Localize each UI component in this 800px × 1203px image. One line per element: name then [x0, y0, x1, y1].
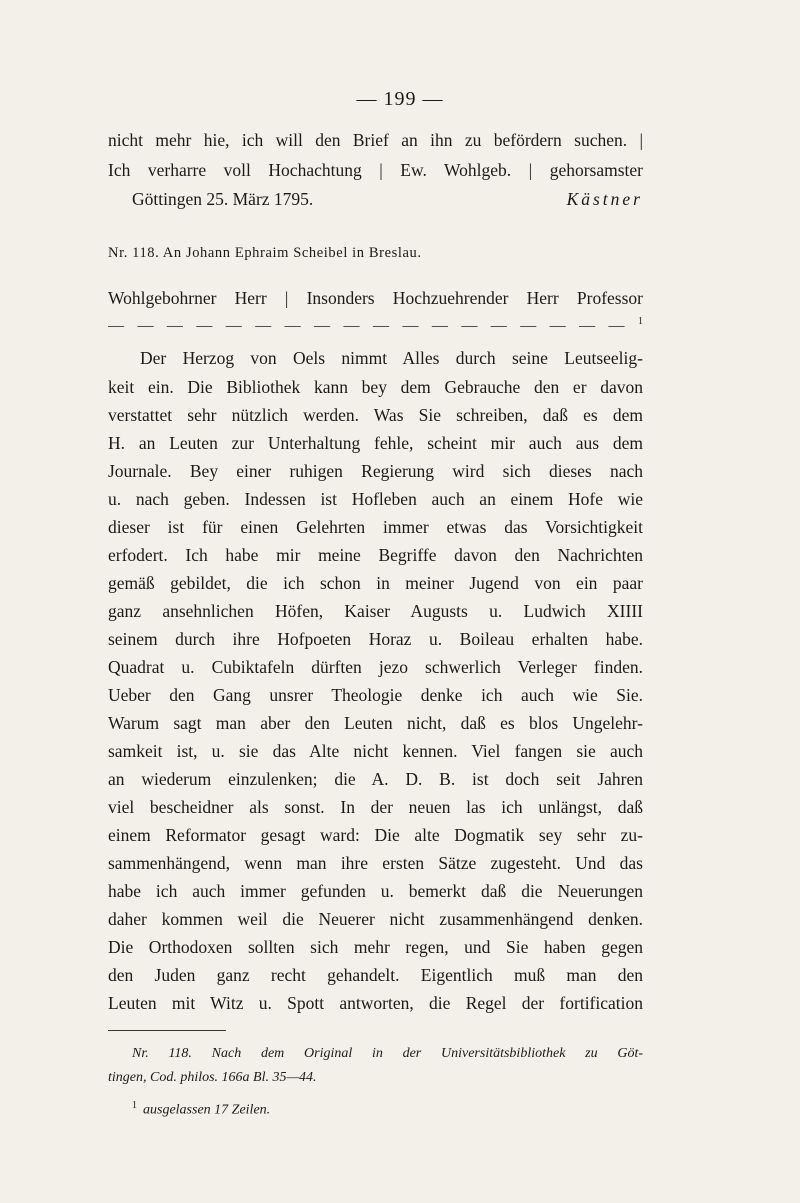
dash-row: — — — — — — — — — — — — — — — — — —	[108, 317, 625, 335]
body-line: Die Orthodoxen sollten sich mehr regen, und Sie haben gegen	[108, 937, 643, 957]
body-line: Der Herzog von Oels nimmt Alles durch seine Leutseelig-	[140, 348, 643, 368]
body-line: ganz ansehnlichen Höfen, Kaiser Augusts u. Ludwich XIIII	[108, 601, 643, 621]
footnote-source-line: Nr. 118. Nach dem Original in der Universitätsbibliothek zu Göt-	[132, 1046, 643, 1061]
body-line: einem Reformator gesagt ward: Die alte Dogmatik sey sehr zu-	[108, 825, 643, 845]
body-line: u. nach geben. Indessen ist Hofleben auch an einem Hofe wie	[108, 489, 643, 509]
body-line: sammenhängend, wenn man ihre ersten Sätze zugesteht. Und das	[108, 853, 643, 873]
body-line: verstattet sehr nützlich werden. Was Sie schreiben, daß es dem	[108, 405, 643, 425]
body-line: Leuten mit Witz u. Spott antworten, die Regel der fortification	[108, 993, 643, 1013]
body-line: viel bescheidner als sonst. In der neuen las ich unlängst, daß	[108, 797, 643, 817]
body-line: Quadrat u. Cubiktafeln dürften jezo schwerlich Verleger finden.	[108, 657, 643, 677]
footnote-1	[132, 1100, 667, 1119]
footnote-source-line: tingen, Cod. philos. 166a Bl. 35—44.	[108, 1070, 317, 1085]
omission-dashes	[108, 316, 643, 335]
footnote-marker: 1	[638, 316, 643, 327]
footnote-1-marker: 1	[132, 1100, 137, 1111]
text-line: nicht mehr hie, ich will den Brief an ihn zu befördern suchen. |	[108, 130, 643, 150]
signature: Kästner	[566, 189, 643, 209]
footnote-1-text: ausgelassen 17 Zeilen.	[143, 1102, 271, 1118]
body-line: habe ich auch immer gefunden u. bemerkt daß die Neuerungen	[108, 881, 643, 901]
body-line: Warum sagt man aber den Leuten nicht, daß es blos Ungelehr-	[108, 713, 643, 733]
body-line: samkeit ist, u. sie das Alte nicht kennen. Viel fangen sie auch	[108, 741, 643, 761]
footnote-rule	[108, 1030, 226, 1031]
body-line: dieser ist für einen Gelehrten immer etwas das Vorsichtigkeit	[108, 517, 643, 537]
body-line: den Juden ganz recht gehandelt. Eigentlich muß man den	[108, 965, 643, 985]
text-line: Ich verharre voll Hochachtung | Ew. Wohlgeb. | gehorsamster	[108, 160, 643, 180]
body-line: keit ein. Die Bibliothek kann bey dem Gebrauche den er davon	[108, 377, 643, 397]
body-line: seinem durch ihre Hofpoeten Horaz u. Boileau erhalten habe.	[108, 629, 643, 649]
page-number: — 199 —	[356, 88, 444, 110]
letter-heading: Nr. 118. An Johann Ephraim Scheibel in Breslau.	[108, 245, 422, 261]
body-line: Journale. Bey einer ruhigen Regierung wird sich dieses nach	[108, 461, 643, 481]
body-line: an wiederum einzulenken; die A. D. B. ist doch seit Jahren	[108, 769, 643, 789]
salutation: Wohlgebohrner Herr | Insonders Hochzuehrender Herr Professor	[108, 288, 643, 308]
body-line: gemäß gebildet, die ich schon in meiner Jugend von ein paar	[108, 573, 643, 593]
body-line: H. an Leuten zur Unterhaltung fehle, scheint mir auch aus dem	[108, 433, 643, 453]
closing-line	[132, 189, 643, 210]
body-line: Ueber den Gang unsrer Theologie denke ich auch wie Sie.	[108, 685, 643, 705]
body-line: erfodert. Ich habe mir meine Begriffe davon den Nachrichten	[108, 545, 643, 565]
place-date: Göttingen 25. März 1795.	[132, 189, 314, 209]
body-line: daher kommen weil die Neuerer nicht zusammenhängend denken.	[108, 909, 643, 929]
